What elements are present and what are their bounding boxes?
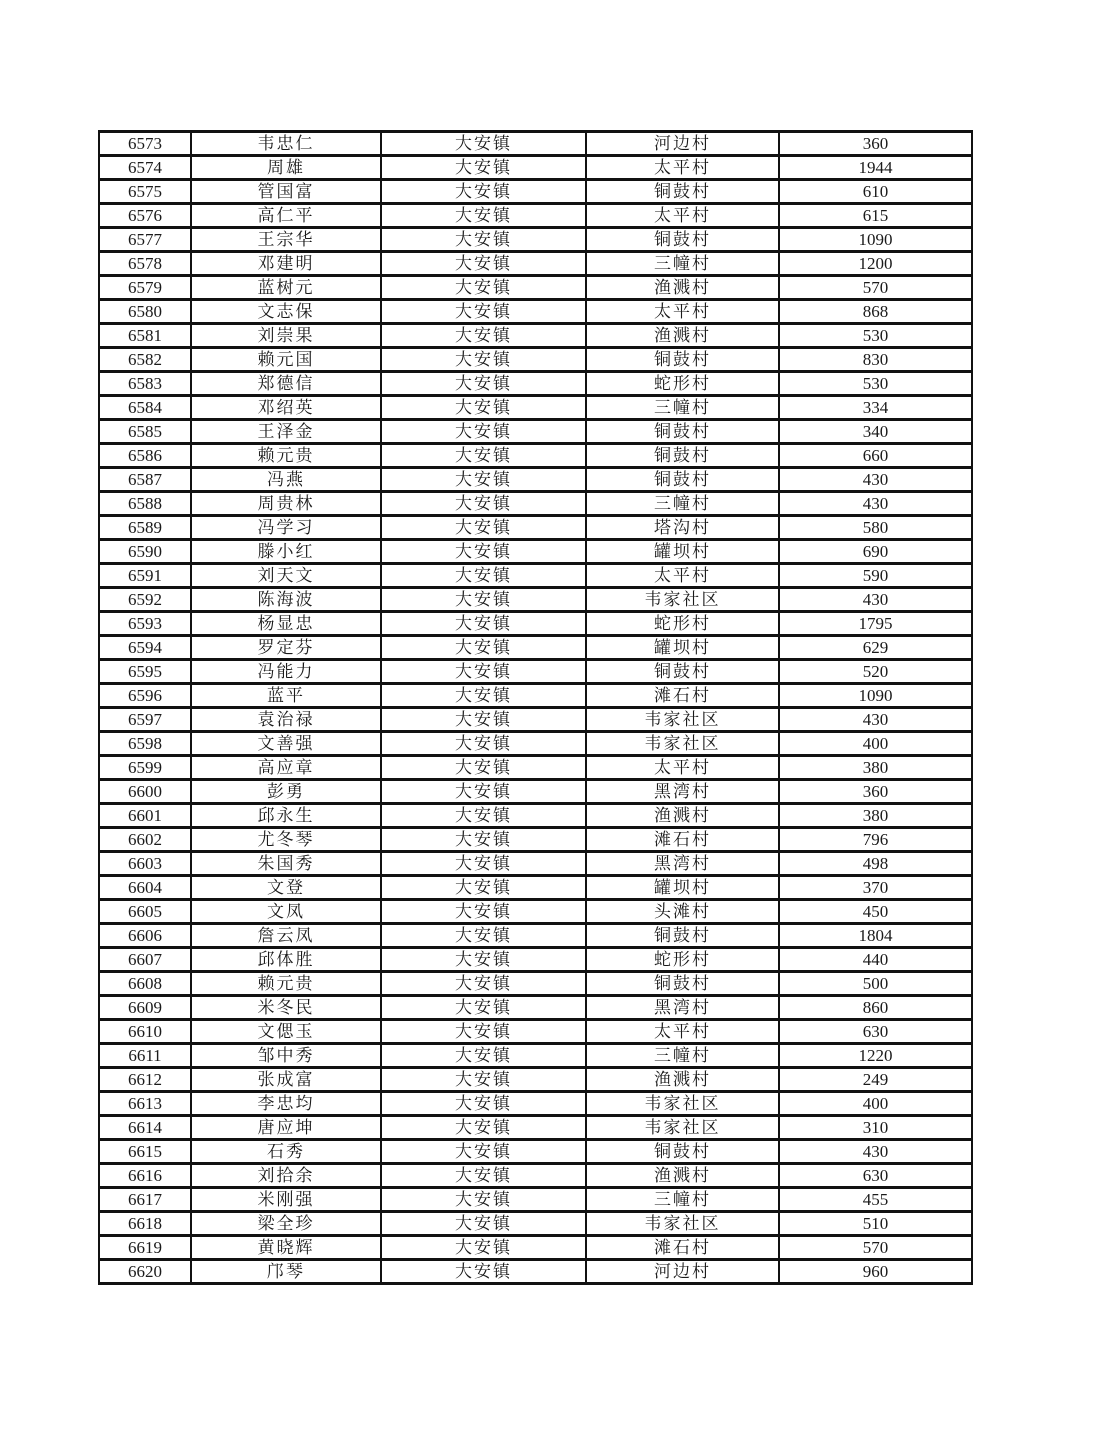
cell-amount: 630	[779, 1020, 972, 1044]
cell-serial-number: 6603	[99, 852, 191, 876]
cell-village: 铜鼓村	[586, 972, 779, 996]
cell-town: 大安镇	[381, 540, 586, 564]
cell-person-name: 韦忠仁	[191, 132, 381, 156]
table-row	[99, 660, 972, 684]
cell-serial-number: 6583	[99, 372, 191, 396]
cell-amount: 500	[779, 972, 972, 996]
cell-amount: 455	[779, 1188, 972, 1212]
cell-town: 大安镇	[381, 276, 586, 300]
cell-person-name: 高应章	[191, 756, 381, 780]
cell-person-name: 王宗华	[191, 228, 381, 252]
cell-person-name: 邓绍英	[191, 396, 381, 420]
table-row	[99, 300, 972, 324]
table-row	[99, 588, 972, 612]
cell-village: 河边村	[586, 1260, 779, 1284]
cell-town: 大安镇	[381, 492, 586, 516]
cell-amount: 868	[779, 300, 972, 324]
cell-village: 韦家社区	[586, 1092, 779, 1116]
cell-town: 大安镇	[381, 132, 586, 156]
cell-village: 韦家社区	[586, 708, 779, 732]
cell-village: 黑湾村	[586, 852, 779, 876]
cell-serial-number: 6591	[99, 564, 191, 588]
cell-town: 大安镇	[381, 636, 586, 660]
table-row	[99, 180, 972, 204]
cell-town: 大安镇	[381, 852, 586, 876]
cell-town: 大安镇	[381, 1188, 586, 1212]
cell-town: 大安镇	[381, 900, 586, 924]
cell-town: 大安镇	[381, 1092, 586, 1116]
cell-amount: 440	[779, 948, 972, 972]
cell-amount: 690	[779, 540, 972, 564]
cell-serial-number: 6574	[99, 156, 191, 180]
cell-person-name: 彭勇	[191, 780, 381, 804]
cell-town: 大安镇	[381, 780, 586, 804]
table-row	[99, 684, 972, 708]
cell-serial-number: 6609	[99, 996, 191, 1020]
cell-person-name: 李忠均	[191, 1092, 381, 1116]
table-row	[99, 852, 972, 876]
cell-amount: 1795	[779, 612, 972, 636]
cell-town: 大安镇	[381, 252, 586, 276]
cell-serial-number: 6599	[99, 756, 191, 780]
cell-village: 铜鼓村	[586, 444, 779, 468]
cell-village: 铜鼓村	[586, 228, 779, 252]
cell-town: 大安镇	[381, 708, 586, 732]
cell-village: 太平村	[586, 204, 779, 228]
cell-village: 韦家社区	[586, 1212, 779, 1236]
cell-town: 大安镇	[381, 204, 586, 228]
cell-village: 三幢村	[586, 396, 779, 420]
cell-amount: 498	[779, 852, 972, 876]
cell-village: 铜鼓村	[586, 1140, 779, 1164]
cell-person-name: 管国富	[191, 180, 381, 204]
cell-town: 大安镇	[381, 300, 586, 324]
cell-town: 大安镇	[381, 180, 586, 204]
cell-amount: 530	[779, 372, 972, 396]
cell-person-name: 张成富	[191, 1068, 381, 1092]
cell-village: 铜鼓村	[586, 180, 779, 204]
cell-serial-number: 6617	[99, 1188, 191, 1212]
cell-amount: 830	[779, 348, 972, 372]
table-row	[99, 708, 972, 732]
cell-amount: 430	[779, 1140, 972, 1164]
cell-serial-number: 6584	[99, 396, 191, 420]
cell-village: 三幢村	[586, 1044, 779, 1068]
cell-person-name: 文偲玉	[191, 1020, 381, 1044]
cell-person-name: 詹云凤	[191, 924, 381, 948]
cell-village: 蛇形村	[586, 612, 779, 636]
cell-town: 大安镇	[381, 612, 586, 636]
cell-person-name: 邱永生	[191, 804, 381, 828]
cell-town: 大安镇	[381, 444, 586, 468]
cell-serial-number: 6600	[99, 780, 191, 804]
table-row	[99, 228, 972, 252]
cell-serial-number: 6582	[99, 348, 191, 372]
cell-village: 滩石村	[586, 1236, 779, 1260]
cell-serial-number: 6607	[99, 948, 191, 972]
cell-serial-number: 6589	[99, 516, 191, 540]
cell-village: 滩石村	[586, 684, 779, 708]
cell-person-name: 文凤	[191, 900, 381, 924]
cell-person-name: 唐应坤	[191, 1116, 381, 1140]
cell-person-name: 朱国秀	[191, 852, 381, 876]
cell-person-name: 杨显忠	[191, 612, 381, 636]
cell-person-name: 尤冬琴	[191, 828, 381, 852]
cell-person-name: 蓝树元	[191, 276, 381, 300]
cell-amount: 1090	[779, 228, 972, 252]
cell-serial-number: 6586	[99, 444, 191, 468]
cell-person-name: 梁全珍	[191, 1212, 381, 1236]
cell-person-name: 周雄	[191, 156, 381, 180]
table-row	[99, 972, 972, 996]
cell-town: 大安镇	[381, 1164, 586, 1188]
cell-serial-number: 6577	[99, 228, 191, 252]
table-row	[99, 276, 972, 300]
cell-amount: 310	[779, 1116, 972, 1140]
cell-person-name: 石秀	[191, 1140, 381, 1164]
cell-town: 大安镇	[381, 1044, 586, 1068]
cell-person-name: 袁治禄	[191, 708, 381, 732]
cell-town: 大安镇	[381, 396, 586, 420]
cell-person-name: 邝琴	[191, 1260, 381, 1284]
cell-serial-number: 6597	[99, 708, 191, 732]
cell-town: 大安镇	[381, 996, 586, 1020]
cell-person-name: 滕小红	[191, 540, 381, 564]
cell-person-name: 邓建明	[191, 252, 381, 276]
table-row	[99, 612, 972, 636]
cell-amount: 450	[779, 900, 972, 924]
cell-serial-number: 6581	[99, 324, 191, 348]
cell-town: 大安镇	[381, 516, 586, 540]
cell-serial-number: 6611	[99, 1044, 191, 1068]
cell-amount: 334	[779, 396, 972, 420]
cell-amount: 510	[779, 1212, 972, 1236]
cell-village: 铜鼓村	[586, 348, 779, 372]
table-row	[99, 204, 972, 228]
cell-village: 铜鼓村	[586, 420, 779, 444]
cell-serial-number: 6594	[99, 636, 191, 660]
cell-serial-number: 6601	[99, 804, 191, 828]
table-row	[99, 900, 972, 924]
cell-village: 太平村	[586, 1020, 779, 1044]
cell-amount: 1200	[779, 252, 972, 276]
cell-person-name: 邹中秀	[191, 1044, 381, 1068]
cell-serial-number: 6612	[99, 1068, 191, 1092]
cell-town: 大安镇	[381, 1020, 586, 1044]
cell-serial-number: 6596	[99, 684, 191, 708]
cell-village: 韦家社区	[586, 588, 779, 612]
cell-amount: 1804	[779, 924, 972, 948]
cell-town: 大安镇	[381, 660, 586, 684]
cell-person-name: 陈海波	[191, 588, 381, 612]
cell-amount: 1944	[779, 156, 972, 180]
cell-town: 大安镇	[381, 1140, 586, 1164]
table-row	[99, 516, 972, 540]
cell-serial-number: 6614	[99, 1116, 191, 1140]
table-row	[99, 1164, 972, 1188]
cell-amount: 340	[779, 420, 972, 444]
cell-serial-number: 6618	[99, 1212, 191, 1236]
cell-person-name: 文善强	[191, 732, 381, 756]
cell-amount: 360	[779, 132, 972, 156]
table-row	[99, 1188, 972, 1212]
cell-amount: 1220	[779, 1044, 972, 1068]
cell-village: 铜鼓村	[586, 468, 779, 492]
cell-amount: 796	[779, 828, 972, 852]
cell-person-name: 文志保	[191, 300, 381, 324]
cell-serial-number: 6590	[99, 540, 191, 564]
cell-serial-number: 6573	[99, 132, 191, 156]
table-row	[99, 948, 972, 972]
cell-village: 罐坝村	[586, 876, 779, 900]
cell-village: 蛇形村	[586, 948, 779, 972]
cell-serial-number: 6587	[99, 468, 191, 492]
cell-serial-number: 6616	[99, 1164, 191, 1188]
cell-village: 渔溅村	[586, 324, 779, 348]
cell-village: 太平村	[586, 564, 779, 588]
cell-person-name: 赖元贵	[191, 444, 381, 468]
cell-village: 渔溅村	[586, 276, 779, 300]
cell-amount: 960	[779, 1260, 972, 1284]
cell-village: 渔溅村	[586, 804, 779, 828]
table-row	[99, 924, 972, 948]
table-row	[99, 996, 972, 1020]
table-row	[99, 252, 972, 276]
table-row	[99, 828, 972, 852]
cell-person-name: 邱体胜	[191, 948, 381, 972]
table-row	[99, 1020, 972, 1044]
cell-town: 大安镇	[381, 732, 586, 756]
cell-amount: 580	[779, 516, 972, 540]
cell-serial-number: 6604	[99, 876, 191, 900]
cell-serial-number: 6588	[99, 492, 191, 516]
cell-town: 大安镇	[381, 972, 586, 996]
cell-village: 三幢村	[586, 1188, 779, 1212]
table-row	[99, 1092, 972, 1116]
cell-amount: 430	[779, 708, 972, 732]
cell-amount: 860	[779, 996, 972, 1020]
cell-amount: 570	[779, 1236, 972, 1260]
cell-serial-number: 6579	[99, 276, 191, 300]
table-row	[99, 1212, 972, 1236]
cell-village: 韦家社区	[586, 1116, 779, 1140]
table-row	[99, 372, 972, 396]
table-row	[99, 1260, 972, 1284]
table-row	[99, 444, 972, 468]
cell-amount: 430	[779, 468, 972, 492]
cell-person-name: 刘崇果	[191, 324, 381, 348]
cell-village: 韦家社区	[586, 732, 779, 756]
cell-serial-number: 6620	[99, 1260, 191, 1284]
cell-person-name: 米刚强	[191, 1188, 381, 1212]
cell-village: 塔沟村	[586, 516, 779, 540]
cell-serial-number: 6619	[99, 1236, 191, 1260]
cell-amount: 615	[779, 204, 972, 228]
table-row	[99, 492, 972, 516]
cell-amount: 1090	[779, 684, 972, 708]
cell-village: 三幢村	[586, 492, 779, 516]
cell-town: 大安镇	[381, 924, 586, 948]
table-row	[99, 636, 972, 660]
cell-amount: 370	[779, 876, 972, 900]
table-row	[99, 396, 972, 420]
table-row	[99, 132, 972, 156]
table-row	[99, 564, 972, 588]
cell-amount: 590	[779, 564, 972, 588]
cell-serial-number: 6615	[99, 1140, 191, 1164]
cell-town: 大安镇	[381, 828, 586, 852]
cell-serial-number: 6613	[99, 1092, 191, 1116]
table-row	[99, 156, 972, 180]
cell-amount: 629	[779, 636, 972, 660]
table-row	[99, 324, 972, 348]
cell-serial-number: 6598	[99, 732, 191, 756]
cell-village: 黑湾村	[586, 996, 779, 1020]
cell-person-name: 赖元国	[191, 348, 381, 372]
cell-serial-number: 6602	[99, 828, 191, 852]
cell-person-name: 罗定芬	[191, 636, 381, 660]
cell-serial-number: 6595	[99, 660, 191, 684]
cell-serial-number: 6610	[99, 1020, 191, 1044]
table-row	[99, 876, 972, 900]
cell-person-name: 刘天文	[191, 564, 381, 588]
cell-person-name: 蓝平	[191, 684, 381, 708]
table-row	[99, 732, 972, 756]
cell-serial-number: 6585	[99, 420, 191, 444]
cell-town: 大安镇	[381, 588, 586, 612]
cell-person-name: 冯学习	[191, 516, 381, 540]
cell-serial-number: 6605	[99, 900, 191, 924]
cell-village: 铜鼓村	[586, 924, 779, 948]
cell-person-name: 赖元贵	[191, 972, 381, 996]
cell-village: 太平村	[586, 156, 779, 180]
cell-amount: 520	[779, 660, 972, 684]
cell-town: 大安镇	[381, 564, 586, 588]
cell-serial-number: 6592	[99, 588, 191, 612]
table-row	[99, 468, 972, 492]
cell-person-name: 米冬民	[191, 996, 381, 1020]
cell-town: 大安镇	[381, 1116, 586, 1140]
cell-amount: 380	[779, 756, 972, 780]
cell-town: 大安镇	[381, 684, 586, 708]
cell-town: 大安镇	[381, 1068, 586, 1092]
cell-person-name: 高仁平	[191, 204, 381, 228]
cell-person-name: 冯燕	[191, 468, 381, 492]
cell-person-name: 刘拾余	[191, 1164, 381, 1188]
cell-person-name: 文登	[191, 876, 381, 900]
cell-town: 大安镇	[381, 1260, 586, 1284]
cell-serial-number: 6576	[99, 204, 191, 228]
cell-village: 黑湾村	[586, 780, 779, 804]
cell-town: 大安镇	[381, 804, 586, 828]
cell-town: 大安镇	[381, 876, 586, 900]
table-row	[99, 756, 972, 780]
cell-town: 大安镇	[381, 756, 586, 780]
cell-town: 大安镇	[381, 1236, 586, 1260]
cell-person-name: 黄晓辉	[191, 1236, 381, 1260]
table-row	[99, 780, 972, 804]
cell-serial-number: 6575	[99, 180, 191, 204]
cell-village: 渔溅村	[586, 1068, 779, 1092]
cell-town: 大安镇	[381, 468, 586, 492]
table-row	[99, 348, 972, 372]
cell-town: 大安镇	[381, 948, 586, 972]
cell-serial-number: 6608	[99, 972, 191, 996]
cell-village: 铜鼓村	[586, 660, 779, 684]
cell-amount: 430	[779, 588, 972, 612]
cell-village: 太平村	[586, 756, 779, 780]
cell-village: 河边村	[586, 132, 779, 156]
cell-town: 大安镇	[381, 1212, 586, 1236]
cell-person-name: 周贵林	[191, 492, 381, 516]
cell-serial-number: 6578	[99, 252, 191, 276]
cell-amount: 570	[779, 276, 972, 300]
cell-village: 罐坝村	[586, 540, 779, 564]
cell-amount: 530	[779, 324, 972, 348]
cell-amount: 610	[779, 180, 972, 204]
table-row	[99, 1044, 972, 1068]
cell-village: 太平村	[586, 300, 779, 324]
cell-village: 渔溅村	[586, 1164, 779, 1188]
records-table	[98, 130, 973, 1285]
cell-town: 大安镇	[381, 348, 586, 372]
table-row	[99, 540, 972, 564]
cell-village: 蛇形村	[586, 372, 779, 396]
cell-amount: 400	[779, 1092, 972, 1116]
records-table-body	[99, 132, 972, 1284]
cell-serial-number: 6593	[99, 612, 191, 636]
cell-amount: 630	[779, 1164, 972, 1188]
cell-amount: 430	[779, 492, 972, 516]
cell-village: 滩石村	[586, 828, 779, 852]
cell-town: 大安镇	[381, 420, 586, 444]
cell-amount: 660	[779, 444, 972, 468]
table-row	[99, 1236, 972, 1260]
cell-town: 大安镇	[381, 372, 586, 396]
cell-town: 大安镇	[381, 324, 586, 348]
cell-village: 头滩村	[586, 900, 779, 924]
cell-town: 大安镇	[381, 228, 586, 252]
table-row	[99, 804, 972, 828]
table-row	[99, 1116, 972, 1140]
cell-amount: 380	[779, 804, 972, 828]
cell-person-name: 郑德信	[191, 372, 381, 396]
table-row	[99, 1140, 972, 1164]
table-row	[99, 1068, 972, 1092]
cell-serial-number: 6580	[99, 300, 191, 324]
cell-town: 大安镇	[381, 156, 586, 180]
cell-village: 三幢村	[586, 252, 779, 276]
cell-person-name: 王泽金	[191, 420, 381, 444]
cell-amount: 400	[779, 732, 972, 756]
cell-amount: 249	[779, 1068, 972, 1092]
cell-person-name: 冯能力	[191, 660, 381, 684]
cell-village: 罐坝村	[586, 636, 779, 660]
cell-amount: 360	[779, 780, 972, 804]
table-row	[99, 420, 972, 444]
cell-serial-number: 6606	[99, 924, 191, 948]
